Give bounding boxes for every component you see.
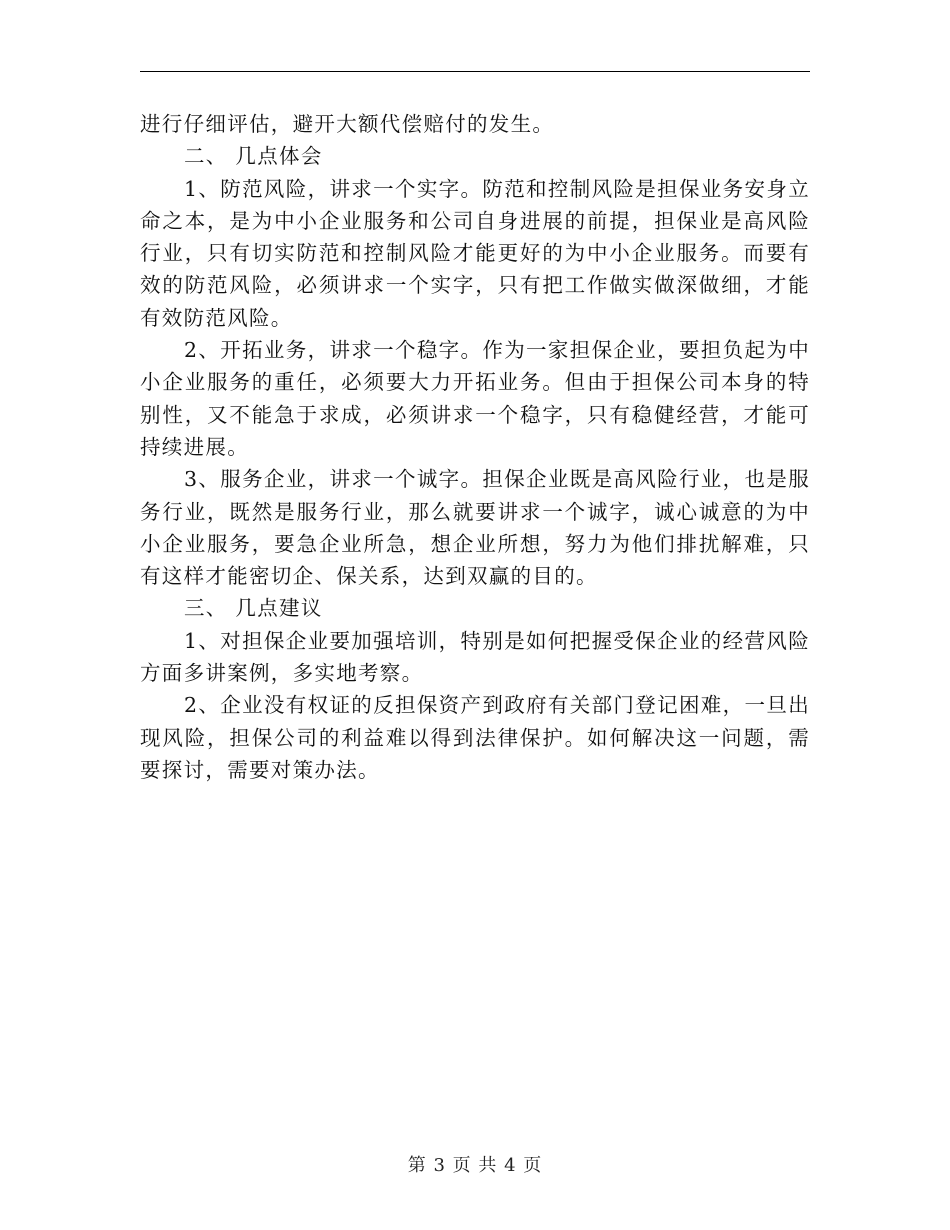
paragraph-business-expansion: 2、开拓业务，讲求一个稳字。作为一家担保企业，要担负起为中小企业服务的重任，必须要大力开拓业务。但由于担保公司本身的特别性，又不能急于求成，必须讲求一个稳字，只有稳健经营，才能可持续进展。: [140, 338, 810, 459]
paragraph-risk-prevention: 1、防范风险，讲求一个实字。防范和控制风险是担保业务安身立命之本，是为中小企业服务和公司自身进展的前提，担保业是高风险行业，只有切实防范和控制风险才能更好的为中小企业服务。而要有效的防范风险，必须讲求一个实字，只有把工作做实做深做细，才能有效防范风险。: [140, 176, 810, 330]
page-number-footer: 第 3 页 共 4 页: [407, 1155, 543, 1176]
section-heading-suggestions: 三、 几点建议: [184, 596, 323, 621]
header-rule: [140, 71, 810, 72]
paragraph-continuation: 进行仔细评估，避开大额代偿赔付的发生。: [140, 112, 555, 136]
paragraph-suggestion-training: 1、对担保企业要加强培训，特别是如何把握受保企业的经营风险方面多讲案例，多实地考察。: [140, 628, 810, 686]
section-heading-experiences: 二、 几点体会: [184, 144, 323, 169]
document-body: [140, 108, 810, 786]
paragraph-suggestion-registration: 2、企业没有权证的反担保资产到政府有关部门登记困难，一旦出现风险，担保公司的利益难以得到法律保护。如何解决这一问题，需要探讨，需要对策办法。: [140, 693, 810, 782]
paragraph-enterprise-service: 3、服务企业，讲求一个诚字。担保企业既是高风险行业，也是服务行业，既然是服务行业，那么就要讲求一个诚字，诚心诚意的为中小企业服务，要急企业所急，想企业所想，努力为他们排扰解难，只有这样才能密切企、保关系，达到双赢的目的。: [140, 467, 810, 589]
